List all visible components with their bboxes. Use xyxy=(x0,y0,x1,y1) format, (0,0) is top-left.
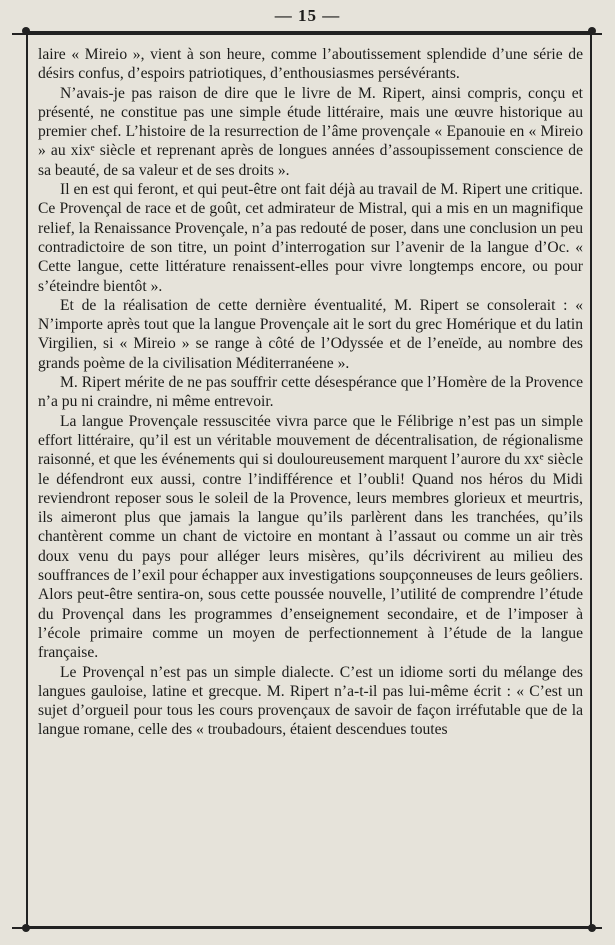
corner-ornament xyxy=(22,27,30,35)
paragraph: Il en est qui feront, et qui peut-être ont fait déjà au travail de M. Ripert une critique. Ce Provençal de race et de goût, cet admirateur de Mistral, qui a mis en un magnifique relief, la Renaissance Provençale, n’a pas redouté de poser, dans une conclusion un peu contradictoire de son titre, un point d’interrogation sur l’avenir de la langue d’Oc. « Cette langue, cette littérature renaissent-elles pour vivre longtemps encore, ou pour s’éteindre bientôt ». xyxy=(38,181,583,295)
frame-bottom-rule xyxy=(12,927,602,929)
paragraph: N’avais-je pas raison de dire que le livre de M. Ripert, ainsi compris, conçu et présenté, ne constitue pas une simple étude littéraire, mais une œuvre historique au premier chef. L’histoire de la resurrection de l’âme provençale « Epanouie en « Mireio » au xixᵉ siècle et reprenant après de longues années d’assoupissement conscience de sa beauté, de sa valeur et de ses droits ». xyxy=(38,84,583,179)
paragraph: La langue Provençale ressuscitée vivra parce que le Félibrige n’est pas un simple effort littéraire, qu’il est un véritable mouvement de décentralisation, de régionalisme raisonné, et que les événements qui si douloureusement marquent l’aurore du xxᵉ siècle le défendront eux aussi, contre l’indifférence et l’oubli! Quand nos héros du Midi reviendront reposer sous le soleil de la Provence, leurs membres glorieux et meurtris, ils aimeront plus que jamais la langue qu’ils parlèrent dans les tranchées, qu’ils chantèrent comme un chant de victoire en montant à l’assaut ou comme un air très doux venu du pays pour alléger leurs misères, qu’ils décrivirent au milieu des souffrances de l’exil pour échapper aux investigations soupçonneuses de leurs geôliers. Alors peut-être sentira-on, sous cette poussée nouvelle, l’utilité de comprendre l’étude du Provençal dans les programmes d’enseignement secondaire, et de l’imposer à l’école primaire comme un moyen de perfectionnement à l’étude de la langue française. xyxy=(38,412,583,662)
paragraph: M. Ripert mérite de ne pas souffrir cette désespérance que l’Homère de la Provence n’a pu ni craindre, ni même entrevoir. xyxy=(38,374,583,411)
paragraph: Et de la réalisation de cette dernière éventualité, M. Ripert se consolerait : « N’importe après tout que la langue Provençale ait le sort du grec Homérique et du latin Virgilien, si « Mireio » se range à côté de l’Odyssée et de l’eneïde, au nombre des grands poème de la civilisation Méditerranéene ». xyxy=(38,296,583,372)
corner-ornament xyxy=(588,924,596,932)
body-text xyxy=(38,45,583,740)
paragraph: Le Provençal n’est pas un simple dialecte. C’est un idiome sorti du mélange des langues gauloise, latine et grecque. M. Ripert n’a-t-il pas lui-même écrit : « C’est un sujet d’orgueil pour tous les cours provençaux de savoir de façon irréfutable que de la langue romane, celle des « troubadours, étaient descendues toutes xyxy=(38,663,583,739)
paragraph: laire « Mireio », vient à son heure, comme l’aboutissement splendide d’une série de désirs confus, d’espoirs patriotiques, d’enthousiasmes persévérants. xyxy=(38,46,583,83)
page-number: — 15 — xyxy=(274,6,341,25)
corner-ornament xyxy=(588,27,596,35)
corner-ornament xyxy=(22,924,30,932)
